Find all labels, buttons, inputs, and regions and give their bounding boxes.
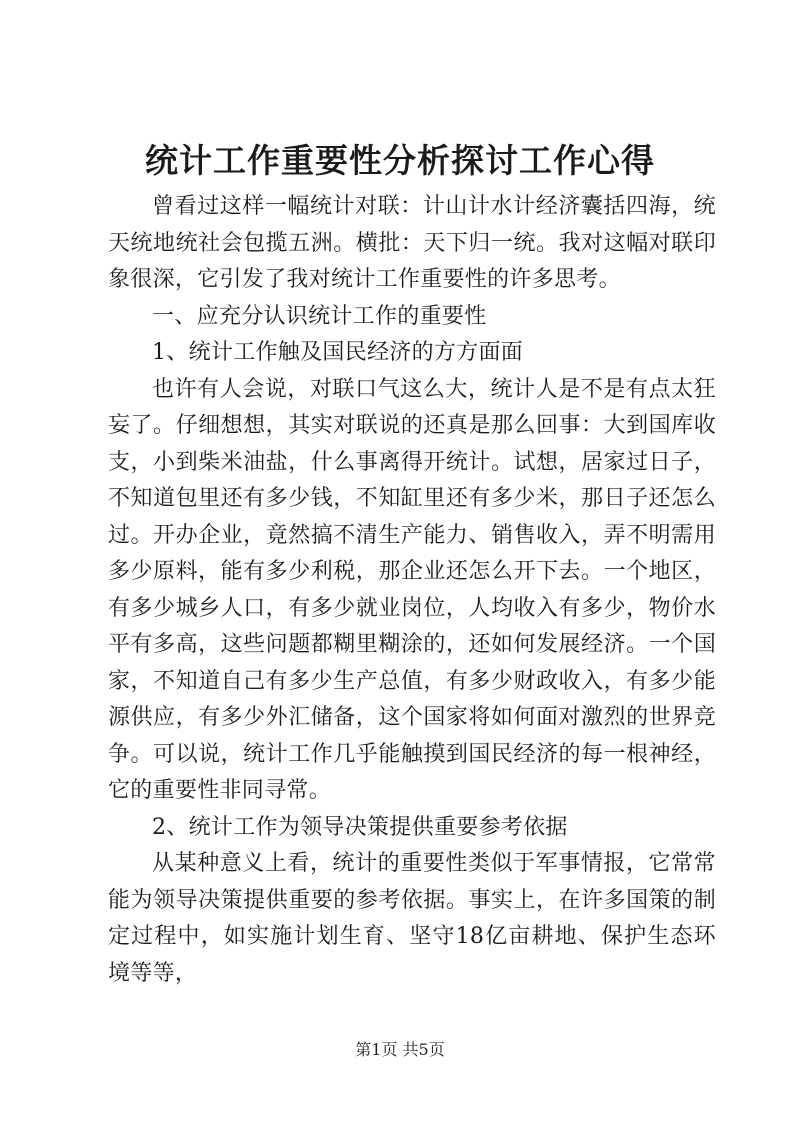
- document-body: [108, 189, 716, 992]
- section-heading-1: 一、应充分认识统计工作的重要性: [152, 303, 487, 329]
- document-title: 统计工作重要性分析探讨工作心得: [145, 141, 655, 180]
- subsection-heading-1: 1、统计工作触及国民经济的方方面面: [152, 340, 524, 365]
- paragraph-intro: 曾看过这样一幅统计对联：计山计水计经济囊括四海，统天统地统社会包揽五洲。横批：天下归一统。我对这幅对联印象很深，它引发了我对统计工作重要性的许多思考。: [108, 194, 716, 292]
- page-footer: 第1页 共5页: [355, 1040, 445, 1059]
- paragraph-decision: 从某种意义上看，统计的重要性类似于军事情报，它常常能为领导决策提供重要的参考依据。事实上，在许多国策的制定过程中，如实施计划生育、坚守18亿亩耕地、保护生态环境等等，: [108, 851, 716, 986]
- paragraph-economy: 也许有人会说，对联口气这么大，统计人是不是有点太狂妄了。仔细想想，其实对联说的还真是那么回事：大到国库收支，小到柴米油盐，什么事离得开统计。试想，居家过日子，不知道包里还有多少钱，不知缸里还有多少米，那日子还怎么过。开办企业，竟然搞不清生产能力、销售收入，弄不明需用多少原料，能有多少利税，那企业还怎么开下去。一个地区，有多少城乡人口，有多少就业岗位，人均收入有多少，物价水平有多高，这些问题都糊里糊涂的，还如何发展经济。一个国家，不知道自己有多少生产总值，有多少财政收入，有多少能源供应，有多少外汇储备，这个国家将如何面对激烈的世界竞争。可以说，统计工作几乎能触摸到国民经济的每一根神经，它的重要性非同寻常。: [108, 376, 716, 803]
- subsection-heading-2: 2、统计工作为领导决策提供重要参考依据: [152, 814, 568, 840]
